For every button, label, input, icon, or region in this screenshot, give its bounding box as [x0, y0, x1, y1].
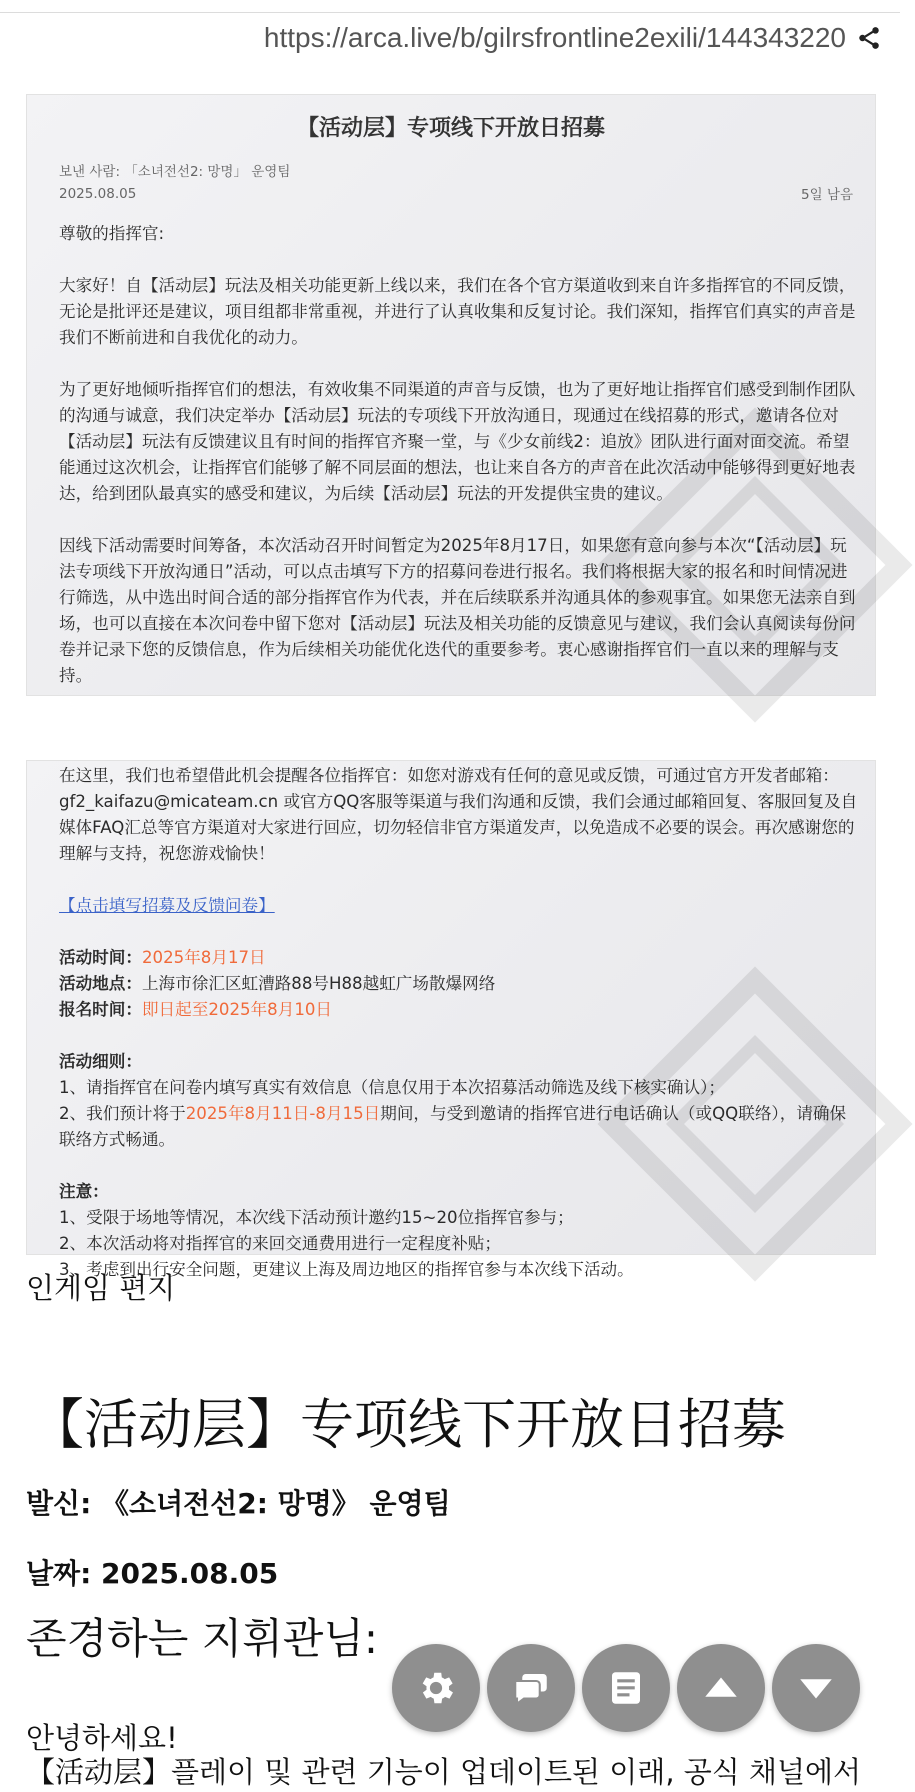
signup-value: 即日起至2025年8月10日 — [141, 1000, 333, 1019]
article-hello: 안녕하세요! — [26, 1721, 178, 1755]
detail-item: 1、请指挥官在问卷内填写真实有效信息（信息仅用于本次招募活动筛选及线下核实确认）； — [59, 1078, 726, 1097]
browser-top-border — [0, 0, 900, 13]
floating-action-bar — [392, 1644, 860, 1732]
time-label: 活动时间： — [59, 948, 142, 967]
mail-sender: 보낸 사람: 「소녀전선2: 망명」 운영팀 — [59, 164, 291, 180]
place-value: 上海市徐汇区虹漕路88号H88越虹广场散爆网络 — [141, 974, 496, 993]
article-next-line: 【活动层】플레이 및 관련 기능이 업데이트된 이래, 공식 채널에서 — [26, 1755, 862, 1789]
article-title: 【活动层】专项线下开放日招募 — [30, 1393, 786, 1456]
scroll-down-button[interactable] — [772, 1644, 860, 1732]
note-item: 2、本次活动将对指挥官的来回交通费用进行一定程度补贴； — [59, 1234, 501, 1253]
mail-body — [59, 221, 861, 689]
mail-paragraph: 为了更好地倾听指挥官们的想法，有效收集不同渠道的声音与反馈，也为了更好地让指挥官们感受到制作团队的沟通与诚意，我们决定举办【活动层】玩法的专项线下开放沟通日，现通过在线招募的形式，邀请各位对【活动层】玩法有反馈建议且有时间的指挥官齐聚一堂，与《少女前线2：追放》团队进行面对面交流。希望能通过这次机会，让指挥官们能够了解不同层面的想法，也让来自各方的声音在此次活动中能够得到更好地表达，给到团队最真实的感受和建议，为后续【活动层】玩法的开发提供宝贵的建议。 — [59, 380, 856, 503]
detail-item-post: 期间，与受到邀请的指挥官进行电话确认（或QQ联络），请确保联络方式畅通。 — [59, 1104, 847, 1149]
mail-body-2 — [59, 763, 861, 1283]
article-date: 날짜: 2025.08.05 — [26, 1557, 279, 1590]
detail-item-highlight: 2025年8月11日-8月15日 — [185, 1104, 381, 1123]
mail-remaining: 5일 남음 — [800, 187, 853, 203]
detail-item-pre: 2、我们预计将于 — [59, 1104, 186, 1123]
arrow-up-icon — [700, 1667, 742, 1709]
scroll-up-button[interactable] — [677, 1644, 765, 1732]
comment-icon — [510, 1667, 552, 1709]
signup-label: 报名时间： — [59, 1000, 142, 1019]
note-item: 1、受限于场地等情况，本次线下活动预计邀约15~20位指挥官参与； — [59, 1208, 574, 1227]
page-url[interactable]: https://arca.live/b/gilrsfrontline2exili/144343220 — [263, 22, 846, 53]
notes-button[interactable] — [582, 1644, 670, 1732]
mail-screenshot-2 — [26, 760, 876, 1279]
document-icon — [605, 1667, 647, 1709]
gear-icon — [415, 1667, 457, 1709]
url-row — [264, 18, 882, 58]
article-greeting: 존경하는 지휘관님: — [26, 1614, 379, 1663]
mail-paragraph: 因线下活动需要时间筹备，本次活动召开时间暂定为2025年8月17日，如果您有意向参与本次“【活动层】玩法专项线下开放沟通日”活动，可以点击填写下方的招募问卷进行报名。我们将根据大家的报名和时间情况进行筛选，从中选出时间合适的部分指挥官作为代表，并在后续联系并沟通具体的参观事宜。如果您无法亲自到场，也可以直接在本次问卷中留下您对【活动层】玩法及相关功能的反馈意见与建议，我们会认真阅读每份问卷并记录下您的反馈信息，作为后续相关功能优化迭代的重要参考。衷心感谢指挥官们一直以来的理解与支持。 — [59, 536, 856, 685]
article-sender: 발신: 《소녀전선2: 망명》 운영팀 — [26, 1487, 451, 1520]
details-label: 活动细则： — [59, 1052, 142, 1071]
mail-salutation: 尊敬的指挥官: — [59, 224, 165, 243]
notes-label: 注意： — [59, 1182, 109, 1201]
mail-screenshot-1 — [26, 94, 876, 696]
image-caption: 인게임 편지 — [26, 1271, 176, 1305]
place-label: 活动地点： — [59, 974, 142, 993]
mail-title: 【活动层】专项线下开放日招募 — [296, 116, 605, 141]
mail-paragraph: 大家好！自【活动层】玩法及相关功能更新上线以来，我们在各个官方渠道收到来自许多指挥官的不同反馈，无论是批评还是建议，项目组都非常重视，并进行了认真收集和反复讨论。我们深知，指挥官们真实的声音是我们不断前进和自我优化的动力。 — [59, 276, 856, 347]
mail-date: 2025.08.05 — [59, 186, 137, 202]
mail-paragraph: 在这里，我们也希望借此机会提醒各位指挥官：如您对游戏有任何的意见或反馈，可通过官方开发者邮箱：gf2_kaifazu@micateam.cn 或官方QQ客服等渠道与我们沟通和反馈，我们会通过邮箱回复、客服回复及自媒体FAQ汇总等官方渠道对大家进行回应，切勿轻信非官方渠道发声，以免造成不必要的误会。再次感谢您的理解与支持，祝您游戏愉快！ — [59, 766, 858, 863]
time-value: 2025年8月17日 — [141, 948, 266, 967]
settings-button[interactable] — [392, 1644, 480, 1732]
note-item: 3、考虑到出行安全问题，更建议上海及周边地区的指挥官参与本次线下活动。 — [59, 1260, 634, 1279]
survey-link[interactable]: 【点击填写招募及反馈问卷】 — [59, 896, 275, 915]
arrow-down-icon — [795, 1667, 837, 1709]
share-icon[interactable] — [856, 25, 882, 51]
mail-meta — [59, 161, 290, 205]
comments-button[interactable] — [487, 1644, 575, 1732]
